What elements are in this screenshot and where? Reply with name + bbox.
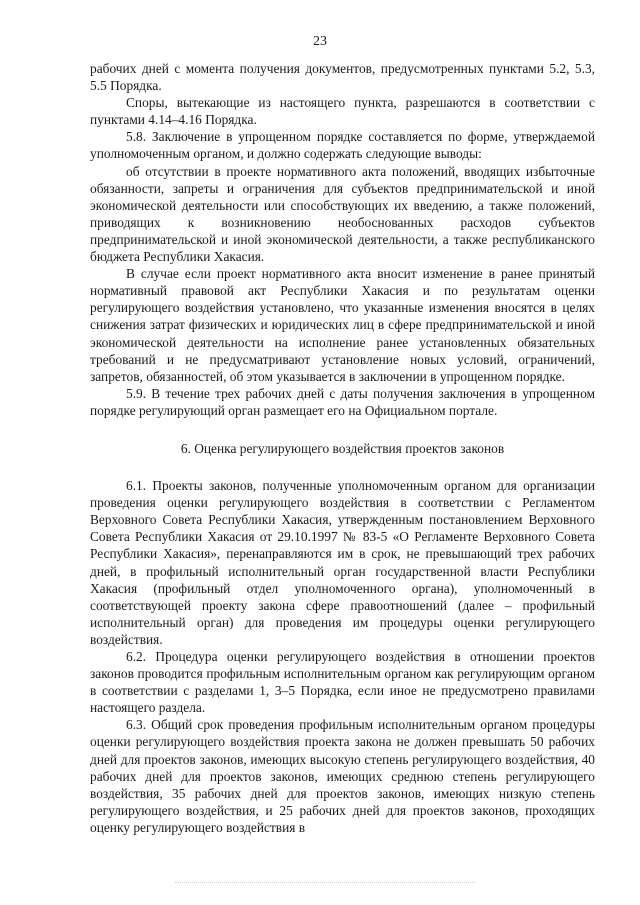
document-body — [90, 60, 595, 836]
paragraph-5-8: 5.8. Заключение в упрощенном порядке составляется по форме, утверждаемой уполномоченным органом, и должно содержать следующие выводы: — [90, 129, 595, 162]
paragraph: Споры, вытекающие из настоящего пункта, разрешаются в соответствии с пунктами 4.14–4.16 Порядка. — [90, 95, 595, 128]
paragraph: об отсутствии в проекте нормативного акта положений, вводящих избыточные обязанности, запреты и ограничения для субъектов предпринимательской и иной экономической деятельности или способствующих их введению, а также положений, приводящих к возникновению необоснованных расходов субъектов предпринимательской и иной экономической деятельности, а также республиканского бюджета Республики Хакасия. — [90, 163, 595, 265]
paragraph-6-1: 6.1. Проекты законов, полученные уполномоченным органом для организации проведения оценки регулирующего воздействия в соответствии с Регламентом Верховного Совета Республики Хакасия, утвержденным постановлением Верховного Совета Республики Хакасия от 29.10.1997 № 83-5 «О Регламенте Верховного Совета Республики Хакасия», перенаправляются им в срок, не превышающий трех рабочих дней, в профильный исполнительный орган государственной власти Республики Хакасия (профильный отдел уполномоченного органа), уполномоченный в соответствующей проекту закона сфере правоотношений (далее – профильный исполнительный орган) для проведения им процедуры оценки регулирующего воздействия. — [90, 478, 595, 647]
paragraph-6-2: 6.2. Процедура оценки регулирующего воздействия в отношении проектов законов проводится профильным исполнительным органом как регулирующим органом в соответствии с разделами 1, 3–5 Порядка, если иное не предусмотрено правилами настоящего раздела. — [90, 649, 595, 716]
footer-divider — [175, 882, 475, 883]
paragraph-6-3: 6.3. Общий срок проведения профильным исполнительным органом процедуры оценки регулирующего воздействия проекта закона не должен превышать 50 рабочих дней для проектов законов, имеющих высокую степень регулирующего воздействия, 40 рабочих дней для проектов законов, имеющих среднюю степень регулирующего воздействия, 35 рабочих дней для проектов законов, имеющих низкую степень регулирующего воздействия, и 25 рабочих дней для проектов законов, проходящих оценку регулирующего воздействия в — [90, 717, 595, 835]
paragraph-continuation: рабочих дней с момента получения документов, предусмотренных пунктами 5.2, 5.3, 5.5 Порядка. — [90, 61, 595, 94]
paragraph: В случае если проект нормативного акта вносит изменение в ранее принятый нормативный правовой акт Республики Хакасия и по результатам оценки регулирующего воздействия установлено, что указанные изменения вносятся в целях снижения затрат физических и юридических лиц в сфере предпринимательской и иной экономической деятельности на исполнение ранее установленных обязательных требований и не предусматривают установление новых условий, ограничений, запретов, обязанностей, об этом указывается в заключении в упрощенном порядке. — [90, 266, 595, 384]
page-number: 23 — [313, 34, 327, 49]
paragraph-5-9: 5.9. В течение трех рабочих дней с даты получения заключения в упрощенном порядке регулирующий орган размещает его на Официальном портале. — [90, 385, 595, 418]
section-heading: 6. Оценка регулирующего воздействия проектов законов — [180, 440, 505, 456]
